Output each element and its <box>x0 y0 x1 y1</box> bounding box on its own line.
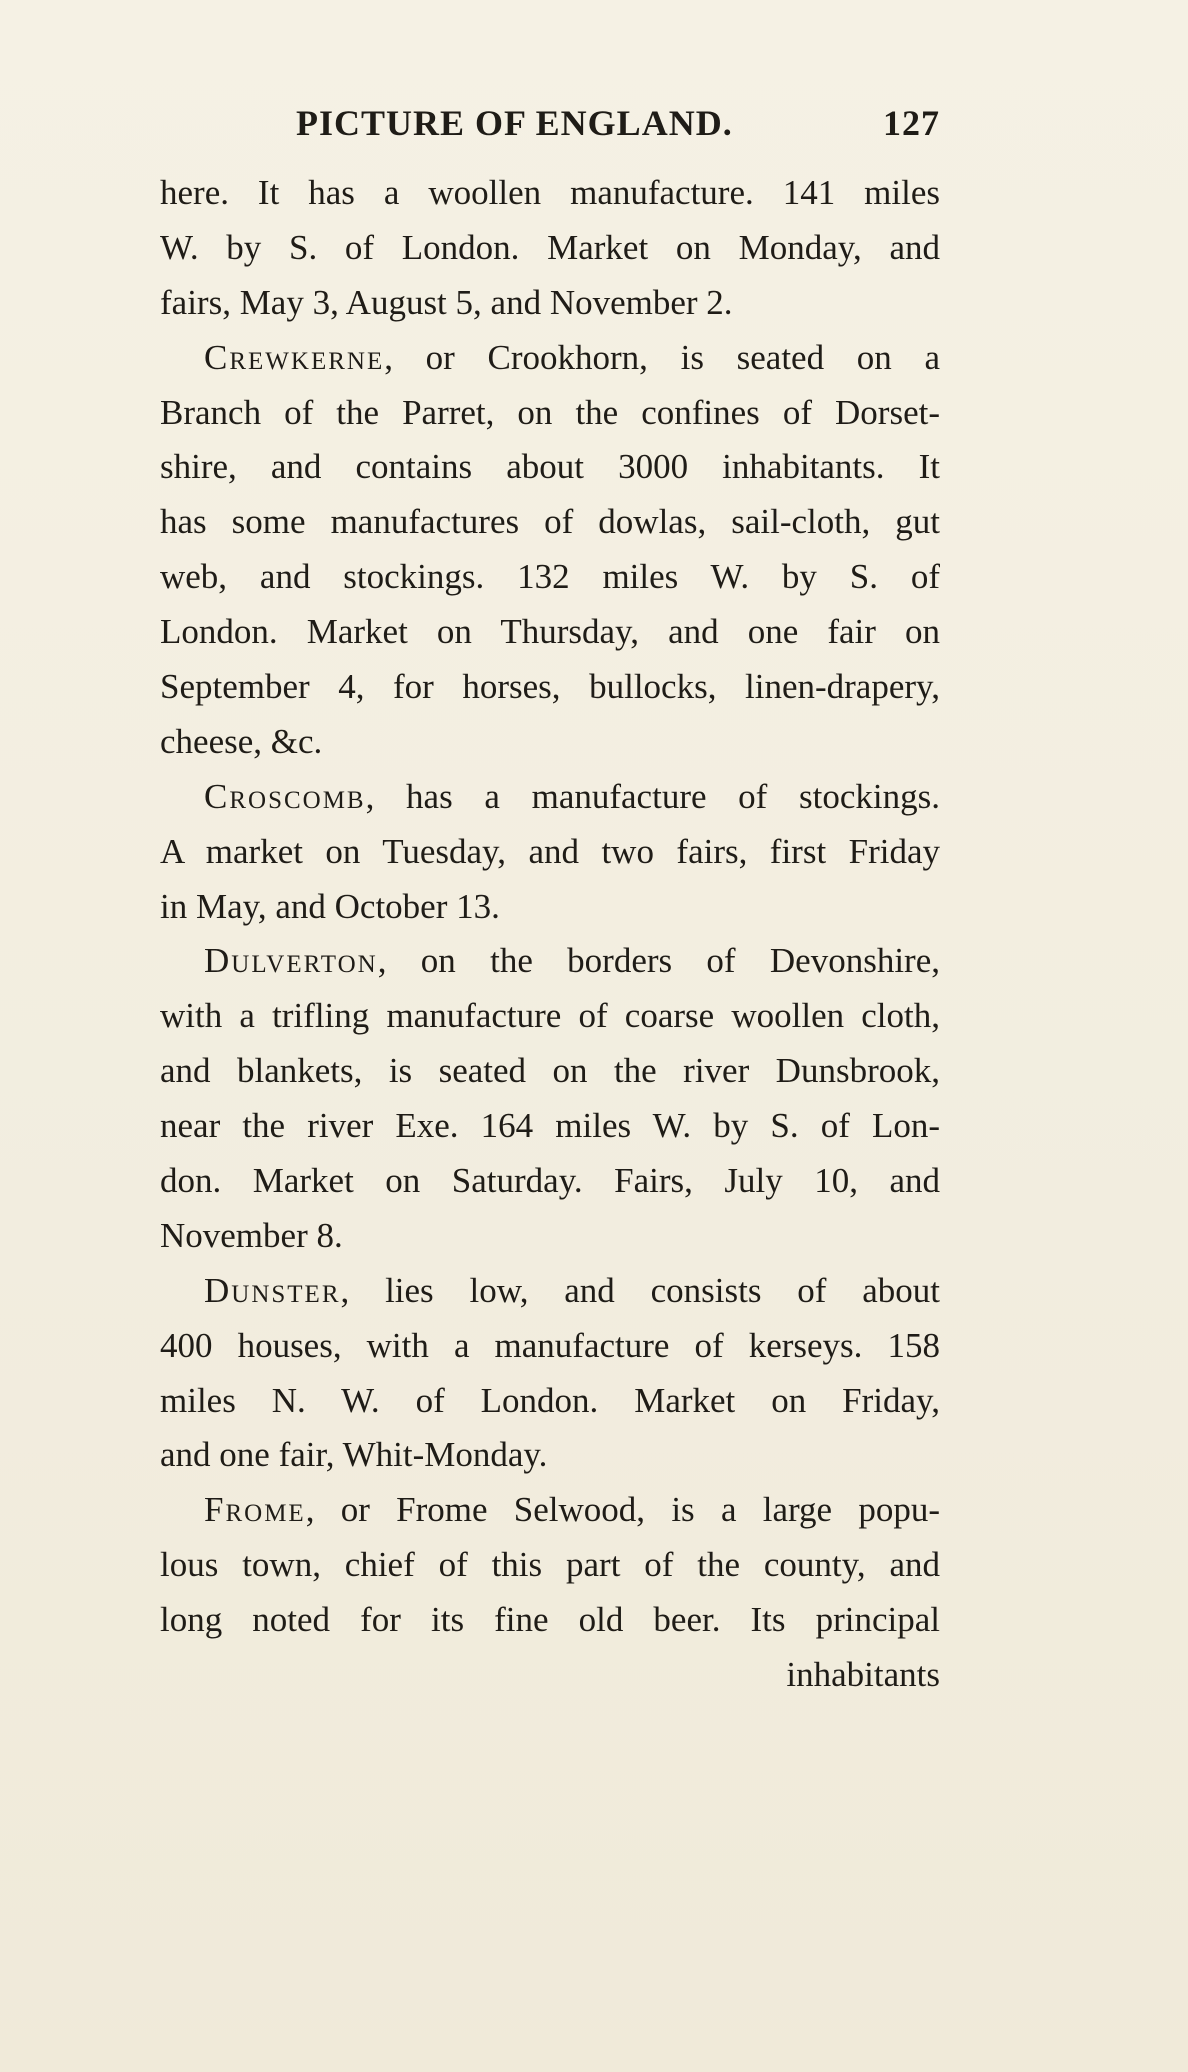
place-name: Dulverton <box>204 941 378 981</box>
entry-text: , or Frome Selwood, is a large popu- <box>305 1490 940 1530</box>
text-line: A market on Tuesday, and two fairs, first Friday <box>160 831 940 871</box>
text-line: near the river Exe. 164 miles W. by S. of Lon- <box>160 1106 940 1146</box>
text-line: September 4, for horses, bullocks, linen-drapery, <box>160 667 940 707</box>
entry-frome <box>160 1483 940 1538</box>
text-line: in May, and October 13. <box>160 886 500 926</box>
text-line: has some manufactures of dowlas, sail-cloth, gut <box>160 502 940 542</box>
page-number: 127 <box>883 103 940 143</box>
text-line: miles N. W. of London. Market on Friday, <box>160 1380 940 1420</box>
text-line: November 8. <box>160 1215 343 1255</box>
place-name: Frome <box>204 1490 306 1530</box>
entry-dulverton <box>160 934 940 989</box>
running-header <box>160 102 940 152</box>
place-name: Crewkerne <box>204 337 385 377</box>
entry-croscomb <box>160 770 940 825</box>
text-line: Branch of the Parret, on the confines of Dorset- <box>160 392 940 432</box>
text-line: W. by S. of London. Market on Monday, and <box>160 227 940 267</box>
text-line: London. Market on Thursday, and one fair on <box>160 612 940 652</box>
text-line: long noted for its fine old beer. Its principal <box>160 1600 940 1640</box>
text-line: and blankets, is seated on the river Dunsbrook, <box>160 1051 940 1091</box>
text-line: here. It has a woollen manufacture. 141 miles <box>160 173 940 212</box>
entry-dunster <box>160 1264 940 1319</box>
entry-text: , has a manufacture of stockings. <box>365 776 940 816</box>
text-line: with a trifling manufacture of coarse woollen cloth, <box>160 996 940 1036</box>
text-line: cheese, &c. <box>160 721 323 761</box>
text-line: web, and stockings. 132 miles W. by S. of <box>160 557 940 597</box>
text-line: 400 houses, with a manufacture of kerseys. 158 <box>160 1325 940 1365</box>
text-line: and one fair, Whit-Monday. <box>160 1435 548 1475</box>
text-line: shire, and contains about 3000 inhabitants. It <box>160 447 940 487</box>
entry-text: , lies low, and consists of about <box>340 1270 940 1310</box>
place-name: Croscomb <box>204 776 366 816</box>
catchword: inhabitants <box>786 1655 940 1695</box>
text-line: fairs, May 3, August 5, and November 2. <box>160 282 733 322</box>
entry-text: , on the borders of Devonshire, <box>377 941 940 981</box>
text-line: lous town, chief of this part of the county, and <box>160 1545 940 1585</box>
entry-text: , or Crookhorn, is seated on a <box>384 337 940 377</box>
text-line: don. Market on Saturday. Fairs, July 10, and <box>160 1161 940 1201</box>
body-text <box>160 166 940 1703</box>
running-title: PICTURE OF ENGLAND. <box>296 103 733 143</box>
entry-crewkerne <box>160 331 940 386</box>
place-name: Dunster <box>204 1270 341 1310</box>
